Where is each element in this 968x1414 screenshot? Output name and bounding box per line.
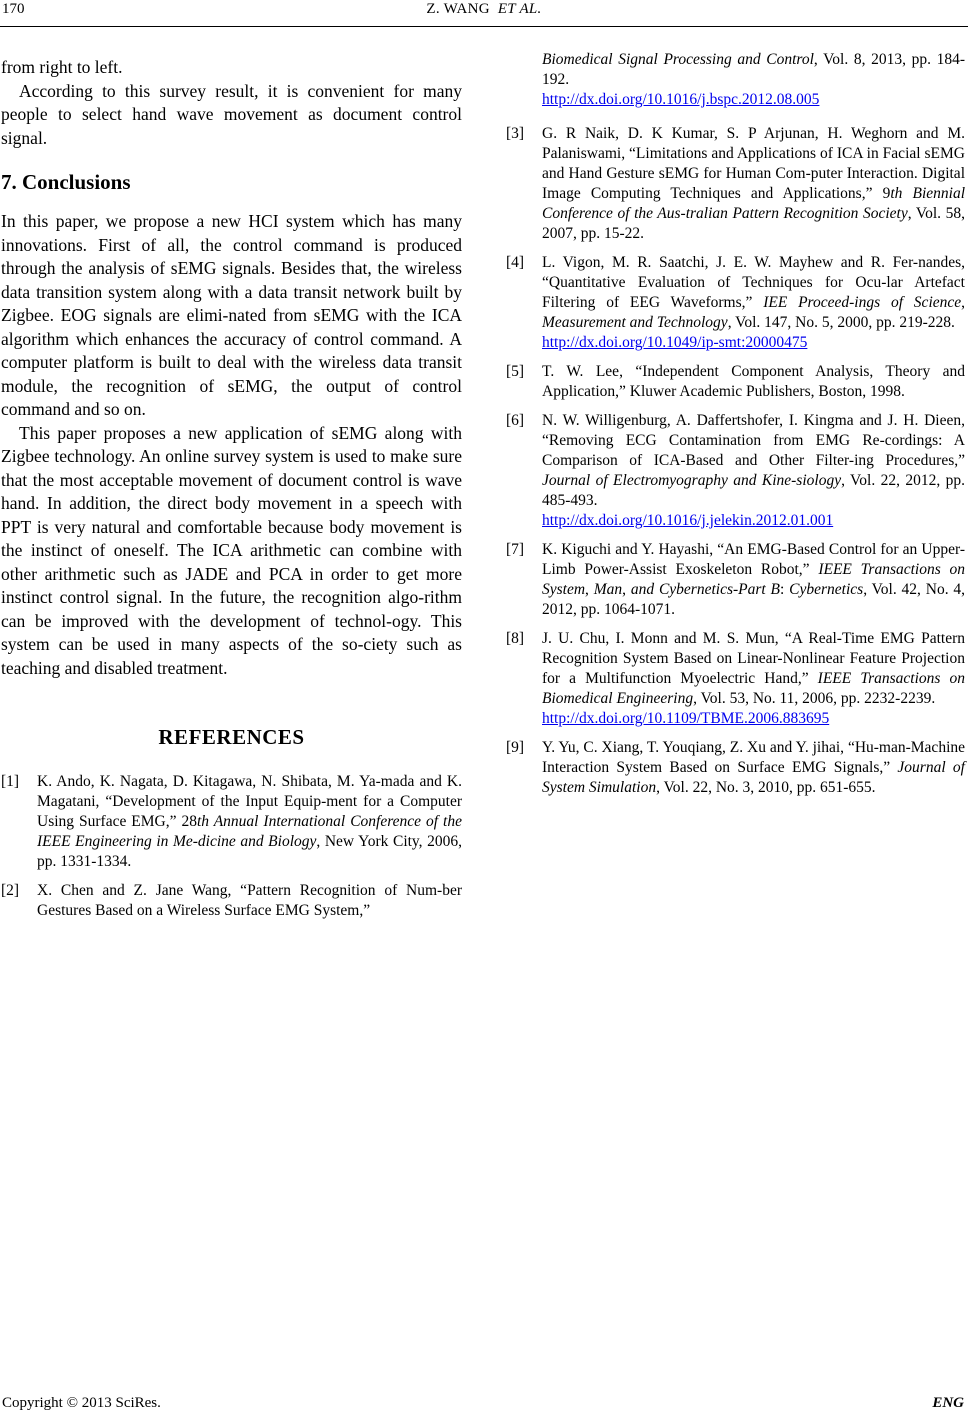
- reference-venue: IEEE Transactions on System: [542, 561, 966, 598]
- reference-tail: , New York City, 2006, pp. 1331-1334.: [37, 833, 462, 870]
- left-column: [1, 56, 462, 930]
- reference-item-1: [1, 772, 462, 872]
- reference-tail: , Vol. 147, No. 5, 2000, pp. 219-228.: [727, 314, 955, 331]
- reference-separator: ,: [585, 581, 594, 598]
- section-title-conclusions: 7. Conclusions: [1, 170, 131, 194]
- reference-tail: , Vol. 22, 2012, pp. 485-493.: [542, 472, 965, 509]
- reference-item-4: [506, 253, 965, 353]
- reference-item-9: [506, 738, 965, 798]
- reference-tail: , Vol. 53, No. 11, 2006, pp. 2232-2239.: [693, 690, 936, 707]
- reference-venue: Biomedical Signal Processing and Control: [542, 51, 814, 68]
- reference-tail: , Vol. 42, No. 4, 2012, pp. 1064-1071.: [542, 581, 966, 618]
- reference-item-5: [506, 362, 965, 402]
- page-number: 170: [2, 1, 25, 17]
- reference-separator-3: :: [780, 581, 790, 598]
- reference-tail: , Vol. 8, 2013, pp. 184-192.: [542, 51, 965, 88]
- paragraph-intro-2: According to this survey result, it is convenient for many people to select hand wave movement as document control signal.: [1, 80, 462, 148]
- reference-text: K. Ando, K. Nagata, D. Kitagawa, N. Shibata, M. Ya-mada and K. Magatani, “Development of the Input Equip-ment for a Computer Using Surface EMG,” 28: [37, 773, 462, 830]
- reference-venue: Journal of Electromyography and Kine-siology: [542, 472, 842, 489]
- reference-separator-2: ,: [622, 581, 631, 598]
- reference-venue: Journal of System Simulation: [542, 759, 965, 796]
- reference-separator: ,: [961, 294, 966, 311]
- paragraph-conclusions-2: This paper proposes a new application of sEMG along with Zigbee technology. An online survey system is used to make sure that the most acceptable movement of document control is wave hand. In addition, the direct body movement in a speech with PPT is very natural and comfortable because body movement is the instinct of oneself. The ICA arithmetic can combine with other arithmetic such as JADE and PCA in order to get more instinct control signal. In the future, the recognition algo-rithm can be improved with the development of technol-ogy. This system can be used in many aspects of the so-ciety such as teaching and disabled treatment.: [1, 422, 462, 678]
- reference-venue-2: Measurement and Technology: [542, 314, 728, 331]
- reference-venue: IEE Proceed-ings of Science: [763, 294, 962, 311]
- paragraph-intro-1: from right to left.: [1, 57, 123, 77]
- reference-venue-3: and Cybernetics-Part B: [630, 581, 780, 598]
- reference-text: K. Kiguchi and Y. Hayashi, “An EMG-Based Control for an Upper-Limb Power-Assist Exoskeleton Robot,”: [542, 541, 965, 578]
- reference-text: T. W. Lee, “Independent Component Analysis, Theory and Application,” Kluwer Academic Publishers, Boston, 1998.: [542, 363, 965, 400]
- reference-doi-link[interactable]: http://dx.doi.org/10.1016/j.bspc.2012.08.005: [542, 91, 820, 108]
- reference-venue: th Biennial Conference of the Aus-tralian Pattern Recognition Society: [542, 185, 966, 222]
- reference-item-2: [1, 881, 462, 921]
- reference-text: G. R Naik, D. K Kumar, S. P Arjunan, H. Weghorn and M. Palaniswami, “Limitations and Applications of ICA in Facial sEMG and Hand Gesture sEMG for Human Com-puter Interaction. Digital Image Computing Techniques and Applications,” 9: [542, 125, 965, 202]
- reference-tail: , Vol. 22, No. 3, 2010, pp. 651-655.: [656, 779, 876, 796]
- copyright-notice: Copyright © 2013 SciRes.: [2, 1395, 161, 1411]
- reference-number: [8]: [506, 630, 525, 647]
- running-head-authors: Z. WANG: [426, 1, 490, 17]
- reference-venue: th Annual International Conference of the IEEE Engineering in Me-dicine and Biology: [37, 813, 462, 850]
- reference-item-2-continued: [506, 50, 965, 110]
- reference-number: [2]: [1, 882, 20, 899]
- reference-text: Y. Yu, C. Xiang, T. Youqiang, Z. Xu and Y. jihai, “Hu-man-Machine Interaction System Based on Surface EMG Signals,”: [542, 739, 965, 776]
- reference-number: [9]: [506, 739, 525, 756]
- journal-abbreviation: ENG: [932, 1395, 964, 1411]
- reference-item-3: [506, 124, 965, 244]
- reference-number: [7]: [506, 541, 525, 558]
- reference-doi-link[interactable]: http://dx.doi.org/10.1049/ip-smt:20000475: [542, 334, 808, 351]
- reference-text: N. W. Willigenburg, A. Daffertshofer, I. Kingma and J. H. Dieen, “Removing ECG Contamination from EMG Re-cordings: A Comparison of ICA-Based and Other Filter-ing Procedures,”: [542, 412, 965, 469]
- reference-item-8: [506, 629, 965, 729]
- reference-venue: IEEE Transactions on Biomedical Engineering: [542, 670, 965, 707]
- right-column: [506, 50, 965, 807]
- reference-item-7: [506, 540, 965, 620]
- reference-venue-4: Cybernetics: [789, 581, 864, 598]
- header-rule: [0, 26, 968, 27]
- reference-number: [6]: [506, 412, 525, 429]
- reference-number: [5]: [506, 363, 525, 380]
- reference-number: [3]: [506, 125, 525, 142]
- reference-text: J. U. Chu, I. Monn and M. S. Mun, “A Real-Time EMG Pattern Recognition System Based on Linear-Nonlinear Feature Projection for a Multifunction Myoelectric Hand,”: [542, 630, 965, 687]
- reference-doi-link[interactable]: http://dx.doi.org/10.1109/TBME.2006.883695: [542, 710, 830, 727]
- reference-tail: , Vol. 58, 2007, pp. 15-22.: [542, 205, 965, 242]
- running-head: [0, 0, 968, 18]
- reference-text: X. Chen and Z. Jane Wang, “Pattern Recognition of Num-ber Gestures Based on a Wireless Surface EMG System,”: [37, 882, 462, 919]
- reference-number: [1]: [1, 773, 20, 790]
- running-head-etal: ET AL.: [497, 1, 542, 17]
- reference-venue-2: Man: [593, 581, 623, 598]
- paragraph-conclusions-1: In this paper, we propose a new HCI system which has many innovations. First of all, the control command is produced through the analysis of sEMG signals. Besides that, the wireless data transition system along with a data transit network built by Zigbee. EOG signals are elimi-nated from sEMG with the ICA algorithm which enhances the accuracy of control command. A computer platform is built to deal with the wireless data transit module, the recognition of sEMG, the output of control command and so on.: [1, 211, 462, 419]
- page-footer: [0, 1392, 968, 1414]
- reference-doi-link[interactable]: http://dx.doi.org/10.1016/j.jelekin.2012.01.001: [542, 512, 834, 529]
- reference-item-6: [506, 411, 965, 531]
- references-title: REFERENCES: [158, 725, 305, 749]
- reference-number: [4]: [506, 254, 525, 271]
- reference-text: L. Vigon, M. R. Saatchi, J. E. W. Mayhew and R. Fer-nandes, “Quantitative Evaluation of Techniques for Ocu-lar Artefact Filtering of EEG Waveforms,”: [542, 254, 965, 311]
